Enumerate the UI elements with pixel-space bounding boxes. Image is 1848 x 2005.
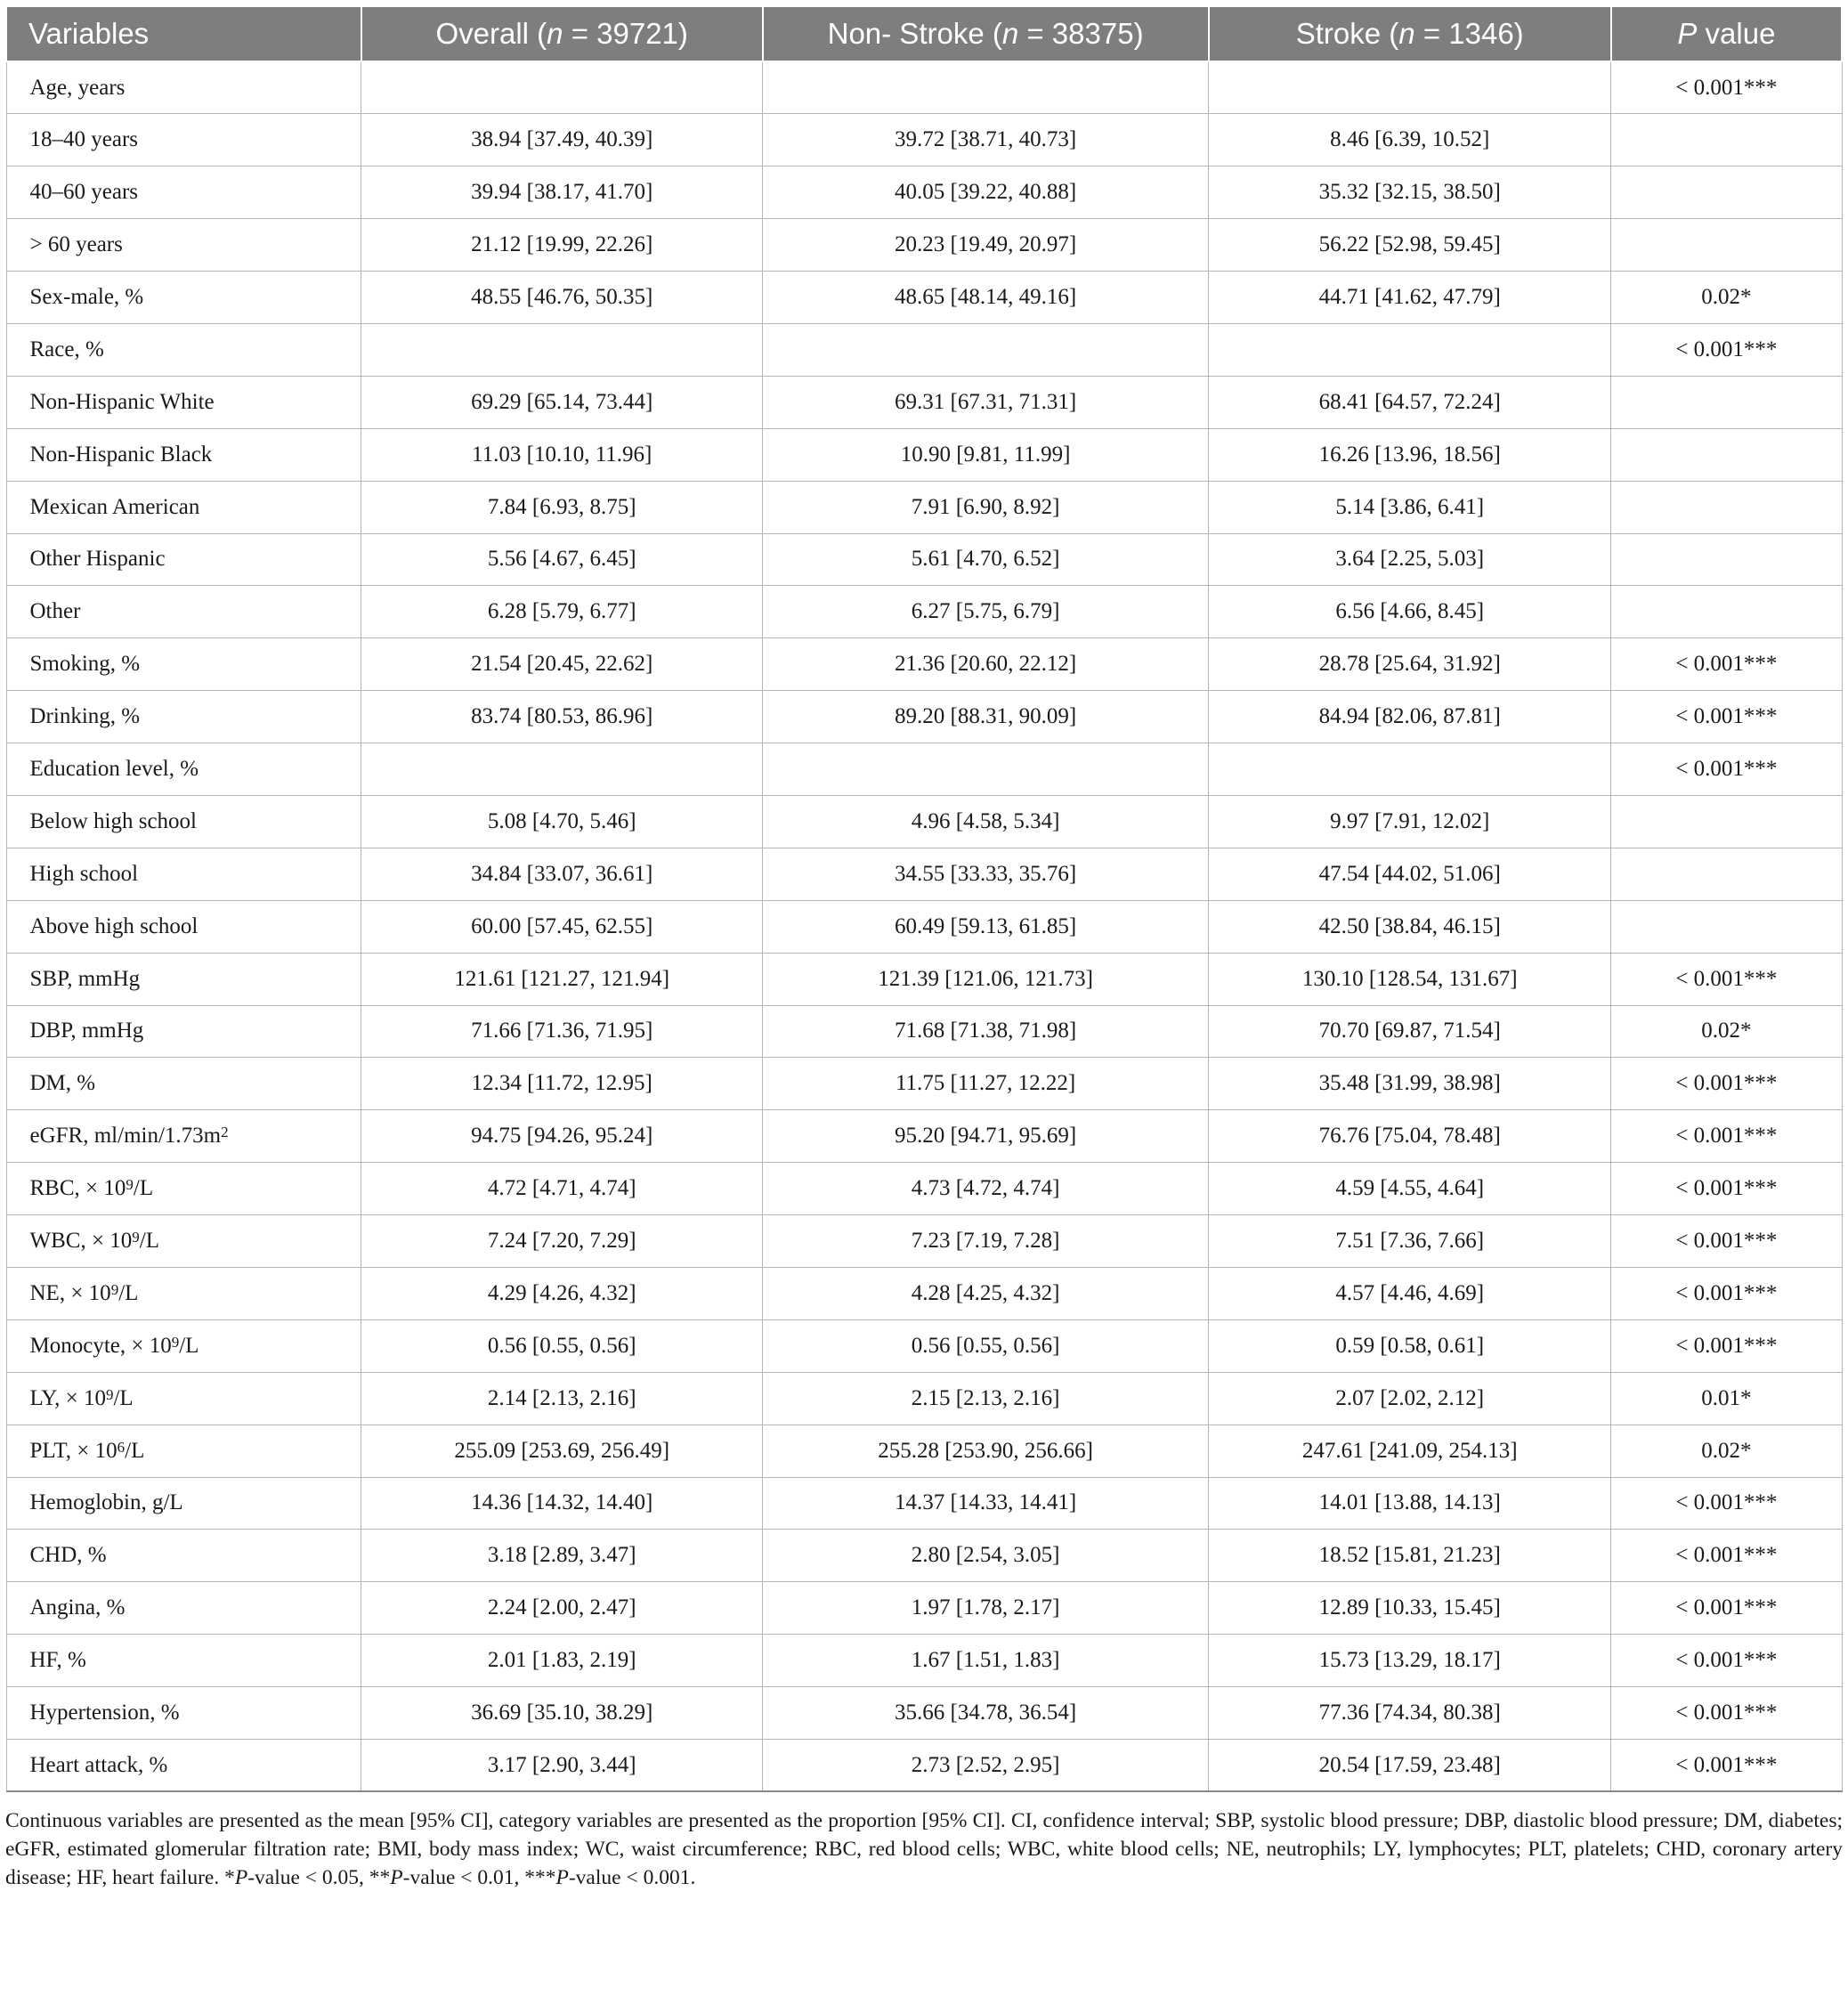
stroke-cell: 2.07 [2.02, 2.12] <box>1209 1372 1611 1425</box>
overall-cell <box>361 743 763 796</box>
variable-cell: High school <box>6 848 361 900</box>
stroke-cell <box>1209 61 1611 114</box>
variable-cell: Below high school <box>6 795 361 848</box>
table-row <box>6 691 1842 743</box>
overall-cell: 0.56 [0.55, 0.56] <box>361 1319 763 1372</box>
overall-cell: 21.54 [20.45, 22.62] <box>361 638 763 691</box>
table-row <box>6 586 1842 638</box>
stroke-cell: 47.54 [44.02, 51.06] <box>1209 848 1611 900</box>
overall-cell: 48.55 [46.76, 50.35] <box>361 272 763 324</box>
overall-cell: 60.00 [57.45, 62.55] <box>361 900 763 953</box>
table-row <box>6 1058 1842 1110</box>
stroke-cell: 68.41 [64.57, 72.24] <box>1209 376 1611 428</box>
variable-cell: > 60 years <box>6 219 361 272</box>
stroke-cell: 70.70 [69.87, 71.54] <box>1209 1005 1611 1058</box>
p-value-cell: < 0.001*** <box>1611 323 1842 376</box>
p-value-cell: < 0.001*** <box>1611 1110 1842 1163</box>
stroke-cell: 42.50 [38.84, 46.15] <box>1209 900 1611 953</box>
p-value-cell: < 0.001*** <box>1611 61 1842 114</box>
variable-cell: Heart attack, % <box>6 1740 361 1792</box>
p-value-cell: < 0.001*** <box>1611 953 1842 1005</box>
p-value-cell <box>1611 586 1842 638</box>
stroke-cell: 4.57 [4.46, 4.69] <box>1209 1267 1611 1319</box>
variable-cell: RBC, × $10^9/L$ <box>6 1163 361 1215</box>
non-stroke-cell: 95.20 [94.71, 95.69] <box>763 1110 1209 1163</box>
table-row <box>6 166 1842 219</box>
p-value-cell: < 0.001*** <box>1611 743 1842 796</box>
table-row <box>6 1530 1842 1582</box>
stroke-cell: 56.22 [52.98, 59.45] <box>1209 219 1611 272</box>
table-row <box>6 1425 1842 1477</box>
stroke-cell: 35.32 [32.15, 38.50] <box>1209 166 1611 219</box>
baseline-characteristics-table <box>5 5 1843 1792</box>
non-stroke-cell: 89.20 [88.31, 90.09] <box>763 691 1209 743</box>
variable-cell: Monocyte, × $10^9/L$ <box>6 1319 361 1372</box>
table-row <box>6 114 1842 166</box>
table-row <box>6 1740 1842 1792</box>
variable-cell: DM, % <box>6 1058 361 1110</box>
non-stroke-cell: 6.27 [5.75, 6.79] <box>763 586 1209 638</box>
overall-cell: 3.17 [2.90, 3.44] <box>361 1740 763 1792</box>
overall-cell <box>361 61 763 114</box>
p-value-cell: < 0.001*** <box>1611 1687 1842 1740</box>
variable-cell: DBP, mmHg <box>6 1005 361 1058</box>
p-value-cell: < 0.001*** <box>1611 1740 1842 1792</box>
table-body <box>6 61 1842 1791</box>
table-row <box>6 1635 1842 1687</box>
non-stroke-cell: 7.23 [7.19, 7.28] <box>763 1215 1209 1268</box>
p-value-cell <box>1611 533 1842 586</box>
table-row <box>6 638 1842 691</box>
overall-cell: 34.84 [33.07, 36.61] <box>361 848 763 900</box>
non-stroke-cell: 10.90 [9.81, 11.99] <box>763 428 1209 481</box>
overall-cell: 5.08 [4.70, 5.46] <box>361 795 763 848</box>
non-stroke-cell <box>763 61 1209 114</box>
overall-cell: 3.18 [2.89, 3.47] <box>361 1530 763 1582</box>
variable-cell: HF, % <box>6 1635 361 1687</box>
p-value-cell: < 0.001*** <box>1611 1267 1842 1319</box>
table-row <box>6 323 1842 376</box>
p-value-cell: < 0.001*** <box>1611 691 1842 743</box>
table-row <box>6 533 1842 586</box>
p-value-cell: < 0.001*** <box>1611 1319 1842 1372</box>
non-stroke-cell: 1.97 [1.78, 2.17] <box>763 1582 1209 1635</box>
overall-cell: 4.29 [4.26, 4.32] <box>361 1267 763 1319</box>
non-stroke-cell: 35.66 [34.78, 36.54] <box>763 1687 1209 1740</box>
stroke-cell: 84.94 [82.06, 87.81] <box>1209 691 1611 743</box>
variable-cell: Hypertension, % <box>6 1687 361 1740</box>
table-row <box>6 428 1842 481</box>
overall-cell: 38.94 [37.49, 40.39] <box>361 114 763 166</box>
overall-cell: 2.14 [2.13, 2.16] <box>361 1372 763 1425</box>
stroke-cell: 4.59 [4.55, 4.64] <box>1209 1163 1611 1215</box>
variable-cell: Other Hispanic <box>6 533 361 586</box>
p-value-cell: < 0.001*** <box>1611 1163 1842 1215</box>
p-value-cell: < 0.001*** <box>1611 1530 1842 1582</box>
overall-cell: 69.29 [65.14, 73.44] <box>361 376 763 428</box>
overall-cell: 2.01 [1.83, 2.19] <box>361 1635 763 1687</box>
p-value-cell: < 0.001*** <box>1611 1058 1842 1110</box>
overall-cell: 2.24 [2.00, 2.47] <box>361 1582 763 1635</box>
table-row <box>6 1687 1842 1740</box>
overall-cell: 121.61 [121.27, 121.94] <box>361 953 763 1005</box>
variable-cell: LY, × $10^9/L$ <box>6 1372 361 1425</box>
p-value-cell: < 0.001*** <box>1611 1582 1842 1635</box>
variable-cell: 40–60 years <box>6 166 361 219</box>
non-stroke-cell: 4.96 [4.58, 5.34] <box>763 795 1209 848</box>
table-row <box>6 272 1842 324</box>
table-row <box>6 1110 1842 1163</box>
stroke-cell <box>1209 743 1611 796</box>
non-stroke-cell: 34.55 [33.33, 35.76] <box>763 848 1209 900</box>
stroke-cell: 18.52 [15.81, 21.23] <box>1209 1530 1611 1582</box>
stroke-cell: 15.73 [13.29, 18.17] <box>1209 1635 1611 1687</box>
stroke-cell: 14.01 [13.88, 14.13] <box>1209 1477 1611 1530</box>
stroke-cell: 16.26 [13.96, 18.56] <box>1209 428 1611 481</box>
p-value-cell <box>1611 428 1842 481</box>
overall-cell: 4.72 [4.71, 4.74] <box>361 1163 763 1215</box>
table-row <box>6 61 1842 114</box>
table-row <box>6 743 1842 796</box>
variable-cell: CHD, % <box>6 1530 361 1582</box>
p-value-cell <box>1611 481 1842 533</box>
stroke-cell: 9.97 [7.91, 12.02] <box>1209 795 1611 848</box>
table-row <box>6 1582 1842 1635</box>
p-value-cell <box>1611 900 1842 953</box>
overall-cell: 6.28 [5.79, 6.77] <box>361 586 763 638</box>
p-value-cell <box>1611 166 1842 219</box>
overall-cell: 14.36 [14.32, 14.40] <box>361 1477 763 1530</box>
overall-cell: 5.56 [4.67, 6.45] <box>361 533 763 586</box>
non-stroke-cell: 4.28 [4.25, 4.32] <box>763 1267 1209 1319</box>
variable-cell: Hemoglobin, g/L <box>6 1477 361 1530</box>
overall-cell: 7.24 [7.20, 7.29] <box>361 1215 763 1268</box>
non-stroke-cell: 2.15 [2.13, 2.16] <box>763 1372 1209 1425</box>
stroke-cell: 0.59 [0.58, 0.61] <box>1209 1319 1611 1372</box>
header-p-value: P value <box>1611 6 1842 61</box>
non-stroke-cell: 4.73 [4.72, 4.74] <box>763 1163 1209 1215</box>
p-value-cell <box>1611 795 1842 848</box>
p-value-cell <box>1611 376 1842 428</box>
stroke-cell: 28.78 [25.64, 31.92] <box>1209 638 1611 691</box>
variable-cell: Other <box>6 586 361 638</box>
p-value-cell: 0.02* <box>1611 1005 1842 1058</box>
variable-cell: Education level, % <box>6 743 361 796</box>
variable-cell: 18–40 years <box>6 114 361 166</box>
variable-cell: Age, years <box>6 61 361 114</box>
variable-cell: WBC, × $10^9/L$ <box>6 1215 361 1268</box>
table-row <box>6 1319 1842 1372</box>
stroke-cell: 3.64 [2.25, 5.03] <box>1209 533 1611 586</box>
table-row <box>6 900 1842 953</box>
non-stroke-cell: 1.67 [1.51, 1.83] <box>763 1635 1209 1687</box>
variable-cell: eGFR, $ml/\min/1.73m^2$ <box>6 1110 361 1163</box>
non-stroke-cell <box>763 743 1209 796</box>
p-value-cell: < 0.001*** <box>1611 638 1842 691</box>
stroke-cell: 76.76 [75.04, 78.48] <box>1209 1110 1611 1163</box>
variable-cell: PLT, × $10^6/L$ <box>6 1425 361 1477</box>
p-value-cell: 0.01* <box>1611 1372 1842 1425</box>
overall-cell: 94.75 [94.26, 95.24] <box>361 1110 763 1163</box>
non-stroke-cell: 7.91 [6.90, 8.92] <box>763 481 1209 533</box>
non-stroke-cell: 60.49 [59.13, 61.85] <box>763 900 1209 953</box>
table-row <box>6 1005 1842 1058</box>
table-row <box>6 795 1842 848</box>
p-value-cell: < 0.001*** <box>1611 1477 1842 1530</box>
variable-cell: Non-Hispanic White <box>6 376 361 428</box>
stroke-cell: 12.89 [10.33, 15.45] <box>1209 1582 1611 1635</box>
overall-cell: 21.12 [19.99, 22.26] <box>361 219 763 272</box>
non-stroke-cell: 48.65 [48.14, 49.16] <box>763 272 1209 324</box>
stroke-cell: 247.61 [241.09, 254.13] <box>1209 1425 1611 1477</box>
p-value-cell: < 0.001*** <box>1611 1215 1842 1268</box>
non-stroke-cell: 20.23 [19.49, 20.97] <box>763 219 1209 272</box>
stroke-cell: 8.46 [6.39, 10.52] <box>1209 114 1611 166</box>
table-row <box>6 481 1842 533</box>
table-row <box>6 1477 1842 1530</box>
stroke-cell: 6.56 [4.66, 8.45] <box>1209 586 1611 638</box>
table-row <box>6 219 1842 272</box>
p-value-cell: 0.02* <box>1611 272 1842 324</box>
variable-cell: NE, × $10^9/L$ <box>6 1267 361 1319</box>
overall-cell: 36.69 [35.10, 38.29] <box>361 1687 763 1740</box>
variable-cell: Mexican American <box>6 481 361 533</box>
variable-cell: SBP, mmHg <box>6 953 361 1005</box>
stroke-cell: 7.51 [7.36, 7.66] <box>1209 1215 1611 1268</box>
non-stroke-cell: 14.37 [14.33, 14.41] <box>763 1477 1209 1530</box>
stroke-cell <box>1209 323 1611 376</box>
overall-cell <box>361 323 763 376</box>
overall-cell: 12.34 [11.72, 12.95] <box>361 1058 763 1110</box>
table-row <box>6 1163 1842 1215</box>
table-row <box>6 953 1842 1005</box>
non-stroke-cell: 255.28 [253.90, 256.66] <box>763 1425 1209 1477</box>
variable-cell: Race, % <box>6 323 361 376</box>
table-header-row <box>6 6 1842 61</box>
non-stroke-cell: 71.68 [71.38, 71.98] <box>763 1005 1209 1058</box>
variable-cell: Smoking, % <box>6 638 361 691</box>
table-row <box>6 1372 1842 1425</box>
table-row <box>6 376 1842 428</box>
table-row <box>6 1215 1842 1268</box>
stroke-cell: 77.36 [74.34, 80.38] <box>1209 1687 1611 1740</box>
non-stroke-cell: 121.39 [121.06, 121.73] <box>763 953 1209 1005</box>
variable-cell: Above high school <box>6 900 361 953</box>
table-row <box>6 1267 1842 1319</box>
header-overall: Overall (n = 39721) <box>361 6 763 61</box>
non-stroke-cell: 69.31 [67.31, 71.31] <box>763 376 1209 428</box>
p-value-cell: < 0.001*** <box>1611 1635 1842 1687</box>
p-value-cell <box>1611 848 1842 900</box>
header-non-stroke: Non- Stroke (n = 38375) <box>763 6 1209 61</box>
variable-cell: Sex-male, % <box>6 272 361 324</box>
non-stroke-cell: 11.75 [11.27, 12.22] <box>763 1058 1209 1110</box>
variable-cell: Non-Hispanic Black <box>6 428 361 481</box>
non-stroke-cell: 21.36 [20.60, 22.12] <box>763 638 1209 691</box>
table-row <box>6 848 1842 900</box>
variable-cell: Drinking, % <box>6 691 361 743</box>
p-value-cell <box>1611 114 1842 166</box>
stroke-cell: 20.54 [17.59, 23.48] <box>1209 1740 1611 1792</box>
non-stroke-cell: 39.72 [38.71, 40.73] <box>763 114 1209 166</box>
non-stroke-cell: 0.56 [0.55, 0.56] <box>763 1319 1209 1372</box>
overall-cell: 71.66 [71.36, 71.95] <box>361 1005 763 1058</box>
variable-cell: Angina, % <box>6 1582 361 1635</box>
overall-cell: 11.03 [10.10, 11.96] <box>361 428 763 481</box>
non-stroke-cell <box>763 323 1209 376</box>
non-stroke-cell: 40.05 [39.22, 40.88] <box>763 166 1209 219</box>
table-footnote: Continuous variables are presented as the mean [95% CI], category variables are presented as the proportion [95% CI]. CI, confidence interval; SBP, systolic blood pressure; DBP, diastolic blood pressure; DM, diabetes; eGFR, estimated glomerular filtration rate; BMI, body mass index; WC, waist circumference; RBC, red blood cells; WBC, white blood cells; NE, neutrophils; LY, lymphocytes; PLT, platelets; CHD, coronary artery disease; HF, heart failure. *P-value < 0.05, **P-value < 0.01, ***P-value < 0.001. <box>5 1809 1843 1890</box>
non-stroke-cell: 5.61 [4.70, 6.52] <box>763 533 1209 586</box>
p-value-cell <box>1611 219 1842 272</box>
document-page <box>5 5 1843 1892</box>
header-variables: Variables <box>6 6 361 61</box>
stroke-cell: 35.48 [31.99, 38.98] <box>1209 1058 1611 1110</box>
overall-cell: 255.09 [253.69, 256.49] <box>361 1425 763 1477</box>
stroke-cell: 5.14 [3.86, 6.41] <box>1209 481 1611 533</box>
overall-cell: 7.84 [6.93, 8.75] <box>361 481 763 533</box>
overall-cell: 83.74 [80.53, 86.96] <box>361 691 763 743</box>
p-value-cell: 0.02* <box>1611 1425 1842 1477</box>
overall-cell: 39.94 [38.17, 41.70] <box>361 166 763 219</box>
non-stroke-cell: 2.80 [2.54, 3.05] <box>763 1530 1209 1582</box>
non-stroke-cell: 2.73 [2.52, 2.95] <box>763 1740 1209 1792</box>
stroke-cell: 130.10 [128.54, 131.67] <box>1209 953 1611 1005</box>
header-stroke: Stroke (n = 1346) <box>1209 6 1611 61</box>
stroke-cell: 44.71 [41.62, 47.79] <box>1209 272 1611 324</box>
